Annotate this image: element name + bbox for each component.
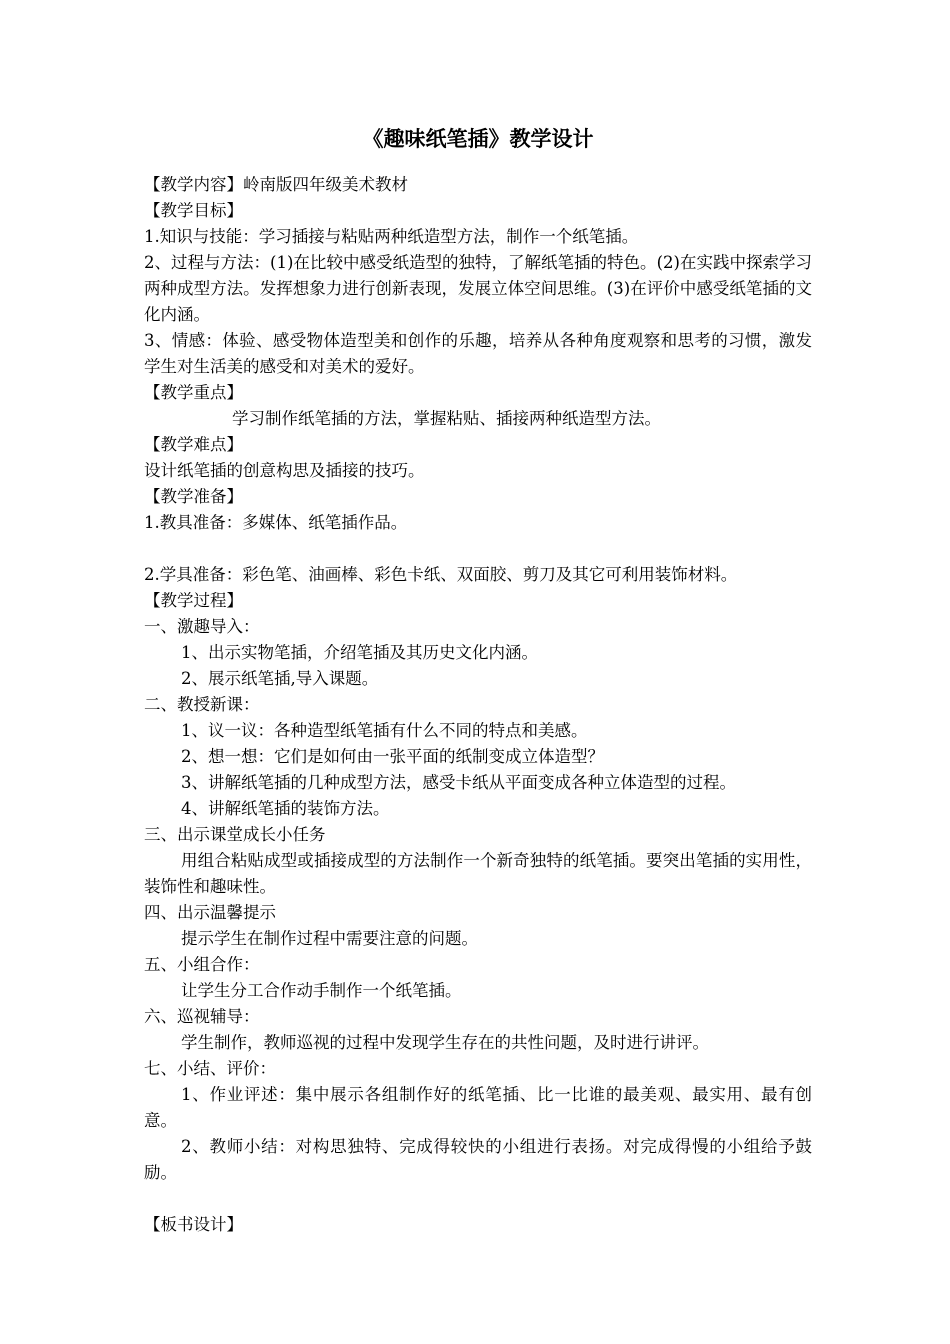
section-2-item-4: 4、讲解纸笔插的装饰方法。 [181,799,390,818]
prep-2: 2.学具准备：彩色笔、油画棒、彩色卡纸、双面胶、剪刀及其它可利用装饰材料。 [144,565,738,584]
section-4-heading: 四、出示温馨提示 [144,903,276,922]
section-7-item-1: 1、作业评述：集中展示各组制作好的纸笔插、比一比谁的最美观、最实用、最有创意。 [144,1085,812,1130]
goals-heading: 【教学目标】 [144,201,243,220]
blank-line [144,536,812,562]
section-1-item-1: 1、出示实物笔插，介绍笔插及其历史文化内涵。 [181,643,538,662]
board-heading: 【板书设计】 [144,1215,243,1234]
section-7-item-2: 2、教师小结：对构思独特、完成得较快的小组进行表扬。对完成得慢的小组给予鼓励。 [144,1137,812,1182]
difficulty-text: 设计纸笔插的创意构思及插接的技巧。 [144,461,425,480]
key-text: 学习制作纸笔插的方法，掌握粘贴、插接两种纸造型方法。 [232,409,661,428]
section-1-item-2: 2、展示纸笔插,导入课题。 [181,669,379,688]
key-heading: 【教学重点】 [144,383,243,402]
section-6-text: 学生制作，教师巡视的过程中发现学生存在的共性问题，及时进行讲评。 [181,1033,709,1052]
section-4-text: 提示学生在制作过程中需要注意的问题。 [181,929,478,948]
blank-line [144,1186,812,1212]
content-line: 【教学内容】岭南版四年级美术教材 [144,175,408,194]
prep-heading: 【教学准备】 [144,487,243,506]
section-2-item-1: 1、议一议：各种造型纸笔插有什么不同的特点和美感。 [181,721,588,740]
document-body [144,172,812,1238]
section-3-heading: 三、出示课堂成长小任务 [144,825,326,844]
section-2-item-2: 2、想一想：它们是如何由一张平面的纸制变成立体造型？ [181,747,604,766]
section-5-heading: 五、小组合作： [144,955,260,974]
section-6-heading: 六、巡视辅导： [144,1007,260,1026]
section-2-item-3: 3、讲解纸笔插的几种成型方法，感受卡纸从平面变成各种立体造型的过程。 [181,773,736,792]
difficulty-heading: 【教学难点】 [144,435,243,454]
section-1-heading: 一、激趣导入： [144,617,260,636]
goal-3: 3、情感：体验、感受物体造型美和创作的乐趣，培养从各种角度观察和思考的习惯，激发学生对生活美的感受和对美术的爱好。 [144,331,812,376]
section-3-text: 用组合粘贴成型或插接成型的方法制作一个新奇独特的纸笔插。要突出笔插的实用性，装饰性和趣味性。 [144,851,812,896]
prep-1: 1.教具准备：多媒体、纸笔插作品。 [144,513,408,532]
goal-2: 2、过程与方法：(1)在比较中感受纸造型的独特，了解纸笔插的特色。(2)在实践中探索学习两种成型方法。发挥想象力进行创新表现，发展立体空间思维。(3)在评价中感受纸笔插的文化内涵。 [144,253,812,324]
section-5-text: 让学生分工合作动手制作一个纸笔插。 [181,981,462,1000]
section-7-heading: 七、小结、评价： [144,1059,276,1078]
process-heading: 【教学过程】 [144,591,243,610]
section-2-heading: 二、教授新课： [144,695,260,714]
goal-1: 1.知识与技能：学习插接与粘贴两种纸造型方法，制作一个纸笔插。 [144,227,639,246]
document-title: 《趣味纸笔插》教学设计 [362,127,594,151]
